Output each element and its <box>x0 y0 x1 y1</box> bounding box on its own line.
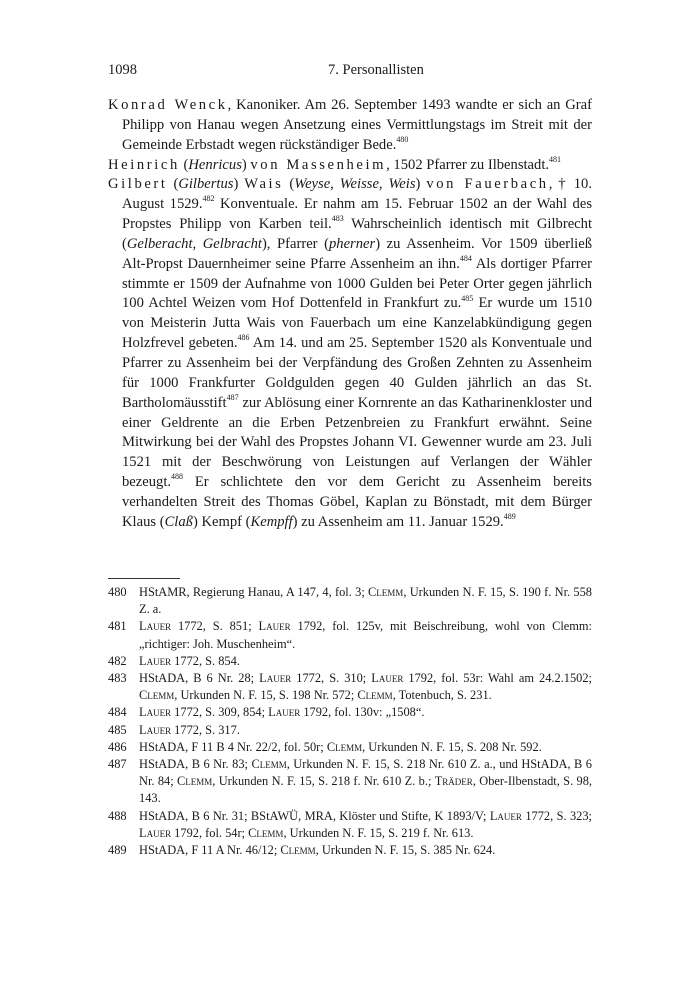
entry-text: ) Kempf ( <box>192 513 251 530</box>
author-name: Lauer <box>489 808 522 823</box>
footnote-divider <box>108 578 180 579</box>
entry-text: Konventuale. Er nahm am 15. Februar 1502 an der Wahl des Propstes Philipp von Karben teil. <box>122 196 592 233</box>
footnote-text <box>139 756 592 808</box>
entry-text: ) zu Assenheim am 11. Januar 1529. <box>292 513 504 530</box>
footnote-segment: , Totenbuch, S. 231. <box>392 688 492 703</box>
footnote-segment: , Urkunden N. F. 15, S. 190 f. Nr. 558 Z. a. <box>139 585 592 617</box>
person-name: Heinrich <box>108 156 180 173</box>
page-header <box>108 62 592 82</box>
running-title: 7. Personallisten <box>328 62 424 78</box>
footnote-segment: , Urkunden N. F. 15, S. 218 Nr. 610 Z. a., und HStADA, B 6 Nr. 84; <box>139 757 593 789</box>
footnote-ref: 489 <box>503 511 516 521</box>
footnote-segment: , Urkunden N. F. 15, S. 218 f. Nr. 610 Z. b.; <box>212 774 435 789</box>
entry-gilbert-wais: Gilbert (Gilbertus) Wais (Weyse, Weisse, Weis) von Fauerbach, † 10. August 1529.$^{482}$ Konventuale. Er nahm am 15. Februar 1502 an der Wahl des Propstes Philipp von Karben teil.$^{483}$ Wahrscheinlich identisch mit Gilbrecht (Gelberacht, Gelbracht), Pfarrer (pherner) zu Assenheim. Vor 1509 überließ Alt-Propst Dauernheimer seine Pfarre Assenheim an ihn.$^{484}$ Als dortiger Pfarrer stimmte er 1509 der Aufnahme von 1000 Gulden bei Peter Orter gegen jährlich 100 Achtel Weizen vom Hof Dottenfeld in Frankfurt zu.$^{485}$ Er wurde um 1510 von Meisterin Jutta Wais von Fauerbach um eine Kanzelabkündigung gegen Holzfrevel gebeten.$^{486}$ Am 14. und am 25. September 1520 als Konventuale und Pfarrer zu Assenheim bei der Verpfändung des Großen Zehnten zu Assenheim für 1000 Frankfurter Goldgulden gegen 40 Gulden jährlich an das St. Bartholomäusstift$^{487}$ zur Ablösung einer Kornrente an das Katharinenkloster und einer Geldrente an die Erben Petzenbreien zu Frankfurt erwähnt. Seine Mitwirkung bei der Wahl des Propstes Johann VI. Gewenner wurde am 23. Juli 1521 mit der Beschwörung von Leistungen auf Verlangen der Wähler bezeugt.$^{488}$ Er schlichtete den vor dem Gericht zu Assenheim bereits verhandelten Streit des Thomas Göbel, Kaplan zu Bönstadt, mit dem Bürger Klaus (Claß) Kempf (Kempff) zu Assenheim am 11. Januar 1529.$^{489}$ <box>108 176 593 530</box>
footnote-text <box>139 808 592 842</box>
footnote-segment: 1792, fol. 130v: „1508“. <box>300 705 425 720</box>
footnote-number: 483 <box>108 671 127 686</box>
footnote-text <box>139 584 592 618</box>
author-name: Clemm <box>326 739 363 754</box>
author-name: Lauer <box>139 619 172 634</box>
person-name: von Massenheim <box>250 156 387 173</box>
footnote-segment: 1792, fol. 54r; <box>171 825 249 840</box>
footnote-number: 486 <box>108 739 127 754</box>
footnote-number: 481 <box>108 619 127 634</box>
entry-text: ) zu Assenheim. Vor 1509 überließ Alt-Propst Dauernheimer seine Pfarre Assenheim an ihn. <box>122 235 592 272</box>
footnote-segment: HStADA, F 11 A Nr. 46/12; <box>139 843 281 858</box>
footnote <box>108 618 592 652</box>
footnote-number: 482 <box>108 653 127 668</box>
footnote-segment: , Urkunden N. F. 15, S. 219 f. Nr. 613. <box>283 825 474 840</box>
footnote-ref: 482 <box>202 194 215 204</box>
author-name: Lauer <box>259 671 292 686</box>
author-name: Lauer <box>258 619 291 634</box>
author-name: Clemm <box>368 585 404 599</box>
footnote-ref: 481 <box>549 154 562 164</box>
page-number: 1098 <box>108 62 137 78</box>
author-name: Träder <box>434 774 473 789</box>
name-variant: Gelberacht, Gelbracht <box>126 235 262 252</box>
person-name: Konrad Wenck <box>108 97 228 113</box>
author-name: Lauer <box>268 705 301 720</box>
name-variant: Claß <box>164 513 193 530</box>
footnote-number: 480 <box>108 585 127 599</box>
footnote-segment: HStAMR, Regierung Hanau, A 147, 4, fol. 3; <box>139 585 369 599</box>
footnote <box>108 584 592 618</box>
footnote-segment: 1772, S. 309, 854; <box>171 705 269 720</box>
author-name: Clemm <box>139 688 175 703</box>
footnote-ref: 486 <box>237 333 250 343</box>
footnote-text <box>139 618 592 652</box>
entry-heinrich-von-massenheim: Heinrich (Henricus) von Massenheim, 1502 Pfarrer zu Ilbenstadt.$^{481}$ <box>108 154 562 173</box>
footnote <box>108 756 592 808</box>
footnotes <box>108 584 592 859</box>
entry-text: , Kanoniker. Am 26. September 1493 wandte er sich an Graf Philipp von Hanau wegen Ansetzung eines Vermittlungstags im Streit mit der Gemeinde Erbstadt wegen rückständiger Bede. <box>122 97 592 153</box>
footnote-number: 487 <box>108 757 127 772</box>
author-name: Lauer <box>139 705 172 720</box>
entry-text: , † 10. August 1529. <box>122 176 592 213</box>
footnote-number: 484 <box>108 705 127 720</box>
author-name: Lauer <box>139 722 172 737</box>
footnote-ref: 483 <box>331 214 344 224</box>
footnote-segment: HStADA, B 6 Nr. 31; BStAWÜ, MRA, Klöster und Stifte, K 1893/V; <box>139 808 490 823</box>
author-name: Clemm <box>251 757 287 772</box>
footnote-segment: 1772, S. 317. <box>171 722 240 737</box>
footnote-ref: 480 <box>396 134 409 144</box>
footnote-segment: 1772, S. 854. <box>171 653 240 668</box>
author-name: Clemm <box>248 825 284 840</box>
footnote <box>108 722 592 739</box>
author-name: Lauer <box>371 671 404 686</box>
person-name: Wais <box>244 176 284 193</box>
footnote-text <box>139 653 592 670</box>
footnote-segment: 1772, S. 323; <box>521 808 592 823</box>
name-variant: Weyse, Weisse, Weis <box>294 176 416 193</box>
footnote-segment: 1792, fol. 125v, mit Beischreibung, wohl von Clemm: „richtiger: Joh. Muschenheim“. <box>139 619 592 651</box>
footnote-segment: HStADA, F 11 B 4 Nr. 22/2, fol. 50r; <box>139 739 327 754</box>
footnote <box>108 704 592 721</box>
name-variant: Gilbertus <box>178 176 234 193</box>
main-text <box>108 96 592 533</box>
footnote-segment: , Urkunden N. F. 15, S. 198 Nr. 572; <box>174 688 358 703</box>
name-variant: Kempff <box>250 513 293 530</box>
footnote <box>108 670 592 704</box>
footnote-segment: , Urkunden N. F. 15, S. 385 Nr. 624. <box>315 843 496 858</box>
footnote-segment: , Ober-Ilbenstadt, S. 98, 143. <box>139 774 592 806</box>
footnote-text <box>139 722 592 739</box>
person-name: Gilbert <box>108 176 168 193</box>
author-name: Clemm <box>177 774 213 789</box>
footnote-ref: 484 <box>459 253 472 263</box>
footnote-ref: 487 <box>226 392 239 402</box>
author-name: Clemm <box>357 688 393 703</box>
footnote-text <box>139 670 592 704</box>
footnote-text <box>139 842 592 859</box>
footnote-segment: 1772, S. 310; <box>291 671 372 686</box>
entry-text: ), Pfarrer ( <box>261 235 329 252</box>
footnote <box>108 653 592 670</box>
name-variant: pherner <box>328 235 376 252</box>
footnote <box>108 739 592 756</box>
entry-text: Er wurde um 1510 von Meisterin Jutta Wais von Fauerbach um eine Kanzelabkündigung gegen Holzfrevel gebeten. <box>122 295 592 352</box>
footnote-number: 488 <box>108 808 127 823</box>
entry-text: zur Ablösung einer Kornrente an das Katharinenkloster und einer Geldrente an die Erben Petzenbreien zu Frankfurt erwähnt. Seine Mitwirkung bei der Wahl des Propstes Johann VI. Gewenner wurde am 23. Juli 1521 mit der Beschwörung von Leistungen auf Verlangen der Wähler bezeugt. <box>122 394 592 491</box>
author-name: Lauer <box>139 653 172 668</box>
footnote <box>108 808 592 842</box>
entry-text: Wahrscheinlich identisch mit Gilbrecht ( <box>122 216 593 252</box>
footnote-text <box>139 739 592 756</box>
footnote-number: 489 <box>108 843 127 858</box>
author-name: Clemm <box>280 843 316 858</box>
entry-text: Am 14. und am 25. September 1520 als Konventuale und Pfarrer zu Assenheim bei der Verpfändung des Großen Zehnten zu Assenheim für 1000 Frankfurter Goldgulden gegen 40 Gulden jährlich an das St. Bartholomäusstift <box>122 335 592 411</box>
entry-text: Als dortiger Pfarrer stimmte er 1509 der Aufnahme von 1000 Gulden bei Peter Orter gegen jährlich 100 Achtel Weizen vom Hof Dottenfeld in Frankfurt zu. <box>122 255 592 312</box>
author-name: Lauer <box>139 825 172 840</box>
footnote <box>108 842 592 859</box>
footnote-segment: HStADA, B 6 Nr. 28; <box>139 671 260 686</box>
footnote-segment: 1792, fol. 53r: Wahl am 24.2.1502; <box>403 671 593 686</box>
person-name: von Fauerbach <box>426 176 549 193</box>
entry-text: , 1502 Pfarrer zu Ilbenstadt. <box>386 156 550 173</box>
entry-text: Er schlichtete den vor dem Gericht zu Assenheim bereits verhandelten Streit des Thomas Göbel, Kaplan zu Bönstadt, mit dem Bürger Klaus ( <box>122 474 592 530</box>
footnote-ref: 485 <box>461 293 474 303</box>
footnote-text <box>139 704 592 721</box>
footnote-ref: 488 <box>171 472 184 482</box>
footnote-segment: , Urkunden N. F. 15, S. 208 Nr. 592. <box>362 739 542 754</box>
entry-konrad-wenck <box>108 96 592 156</box>
footnote-segment: HStADA, B 6 Nr. 83; <box>139 757 252 772</box>
footnote-segment: 1772, S. 851; <box>171 619 259 634</box>
footnote-number: 485 <box>108 722 127 737</box>
name-variant: Henricus <box>188 156 242 173</box>
